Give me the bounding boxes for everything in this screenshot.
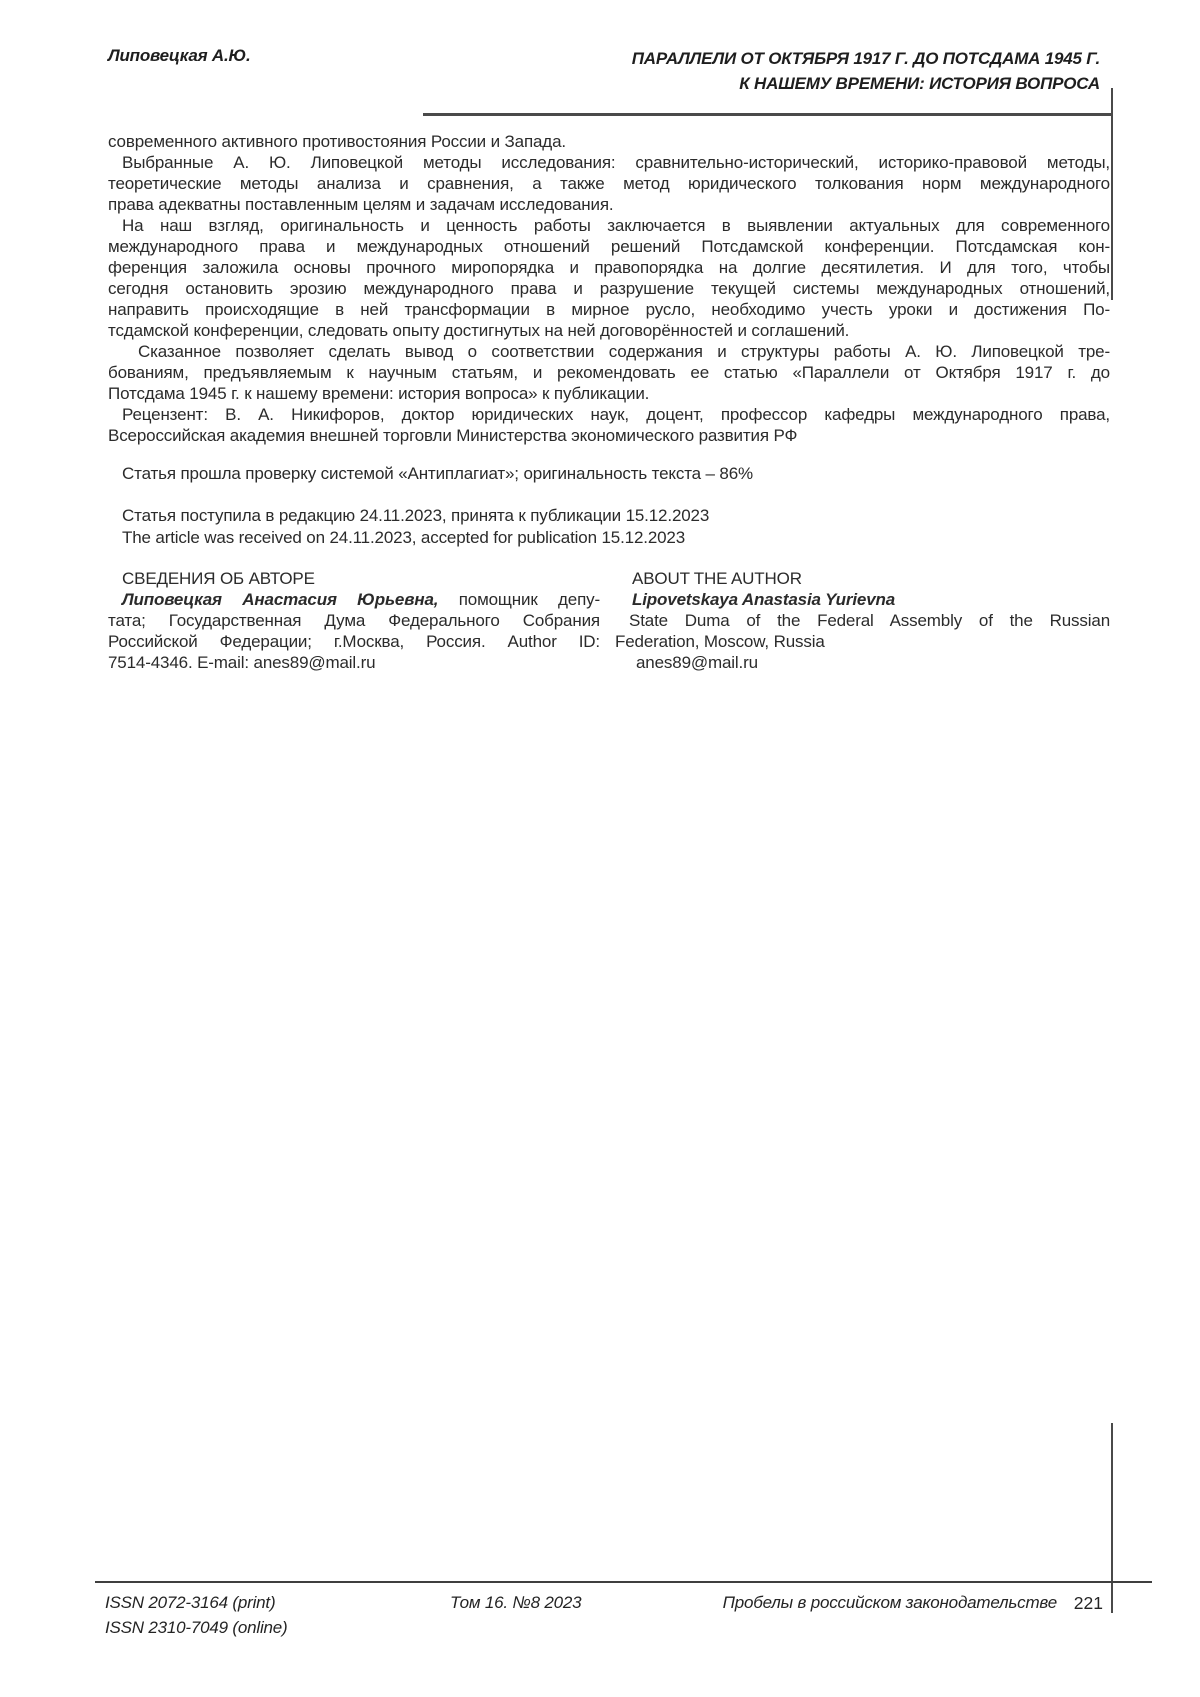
about-author-ru-text [108, 589, 600, 673]
running-head-title-line1: ПАРАЛЛЕЛИ ОТ ОКТЯБРЯ 1917 Г. ДО ПОТСДАМА 1945 Г. [631, 49, 1100, 68]
issn-online: ISSN 2310-7049 (online) [105, 1618, 288, 1637]
received-dates [108, 505, 1110, 548]
text-line: State Duma of the Federal Assembly of the Russian [629, 611, 1110, 630]
running-head-title-line2: К НАШЕМУ ВРЕМЕНИ: ИСТОРИЯ ВОПРОСА [739, 74, 1100, 93]
text-line: Выбранные А. Ю. Липовецкой методы исследования: сравнительно-исторический, историко-правовой методы, [122, 153, 1110, 172]
received-date-en: The article was received on 24.11.2023, accepted for publication 15.12.2023 [122, 527, 686, 547]
footer-rule [95, 1581, 1152, 1583]
right-margin-rule-top [1111, 88, 1113, 300]
review-body-text [108, 131, 1110, 446]
antiplagiat-note: Статья прошла проверку системой «Антиплагиат»; оригинальность текста – 86% [122, 464, 753, 483]
about-author-ru-heading: СВЕДЕНИЯ ОБ АВТОРЕ [122, 569, 315, 588]
text-line: 7514-4346. E-mail: anes89@mail.ru [108, 653, 376, 672]
volume-issue: Том 16. №8 2023 [450, 1593, 582, 1612]
page-number: 221 [1073, 1593, 1103, 1613]
received-date-ru: Статья поступила в редакцию 24.11.2023, принята к публикации 15.12.2023 [122, 506, 710, 525]
text-line: бованиям, предъявляемым к научным статьям, и рекомендовать ее статью «Параллели от Октября 1917 г. до [108, 363, 1110, 382]
author-email-en: anes89@mail.ru [636, 653, 758, 672]
text-line: права адекватны поставленным целям и задачам исследования. [108, 195, 614, 214]
paragraph [108, 404, 1110, 446]
text-line: тата; Государственная Дума Федерального Собрания [108, 611, 600, 630]
about-author-ru-column [108, 568, 600, 673]
paragraph [108, 215, 1110, 341]
about-author-en-text [615, 610, 1110, 652]
text-line: тсдамской конференции, следовать опыту достигнутых на ней договорённостей и соглашений. [108, 321, 850, 340]
author-name-en: Lipovetskaya Anastasia Yurievna [632, 590, 896, 609]
about-author-en-column [615, 568, 1110, 673]
text-line: На наш взгляд, оригинальность и ценность работы заключается в выявлении актуальных для современного [122, 216, 1110, 235]
text-line: Рецензент: В. А. Никифоров, доктор юридических наук, доцент, профессор кафедры международного права, [122, 405, 1110, 424]
text-line: современного активного противостояния России и Запада. [108, 132, 566, 151]
text-line: Российской Федерации; г.Москва, Россия. Author ID: [108, 632, 600, 651]
running-head-title [632, 46, 1100, 96]
text-line: Federation, Moscow, Russia [615, 632, 825, 651]
running-head-author: Липовецкая А.Ю. [108, 46, 251, 65]
about-author-section [108, 568, 1110, 673]
text-line: теоретические методы анализа и сравнения, а также метод юридического толкования норм международного [108, 174, 1110, 193]
about-author-en-heading: ABOUT THE AUTHOR [632, 569, 802, 588]
text-line: Потсдама 1945 г. к нашему времени: история вопроса» к публикации. [108, 384, 650, 403]
header-rule [423, 113, 1113, 116]
text-line: Всероссийская академия внешней торговли Министерства экономического развития РФ [108, 426, 798, 445]
paragraph [108, 131, 1110, 152]
text-line: ференция заложила основы прочного миропорядка и правопорядка на долгие десятилетия. И для того, чтобы [108, 258, 1110, 277]
paragraph [108, 341, 1110, 404]
text-line: Сказанное позволяет сделать вывод о соответствии содержания и структуры работы А. Ю. Липовецкой тре- [138, 342, 1110, 361]
text-line: направить происходящие в ней трансформации в мирное русло, необходимо учесть уроки и достижения По- [108, 300, 1110, 319]
issn-print: ISSN 2072-3164 (print) [105, 1593, 276, 1612]
text-line: Липовецкая Анастасия Юрьевна, помощник депу- [122, 590, 600, 609]
right-margin-rule-bottom [1111, 1423, 1113, 1613]
text-line: международного права и международных отношений решений Потсдамской конференции. Потсдамская кон- [108, 237, 1110, 256]
paragraph [108, 152, 1110, 215]
text-line: сегодня остановить эрозию международного права и разрушение текущей системы международных отношений, [108, 279, 1110, 298]
author-name-ru: Липовецкая Анастасия Юрьевна, [122, 590, 439, 609]
journal-title: Пробелы в российском законодательстве [722, 1593, 1057, 1612]
